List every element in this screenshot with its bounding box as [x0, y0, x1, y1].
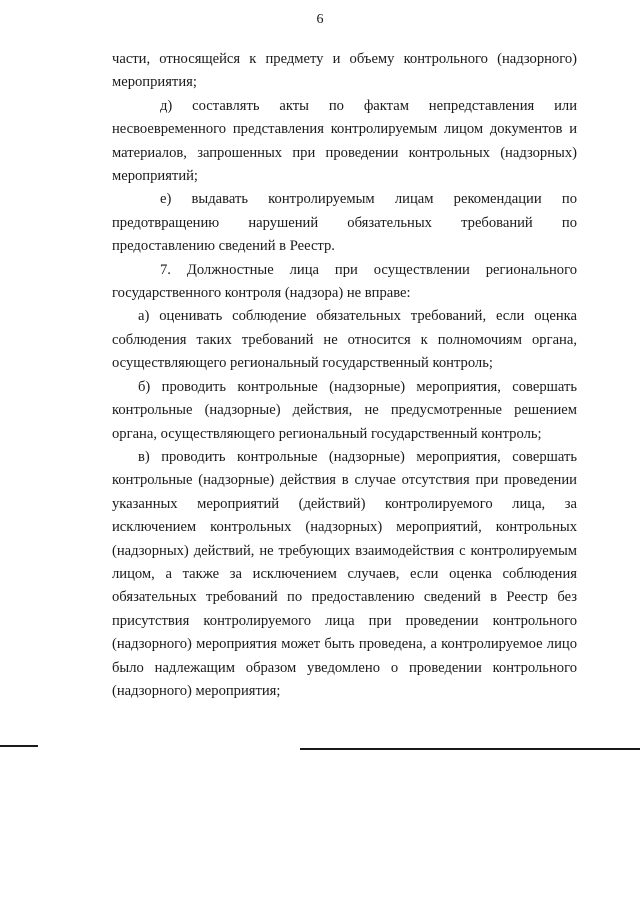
paragraph-item-d: д) составлять акты по фактам непредставления или несвоевременного представления контролируемым лицом документов и материалов, запрошенных при проведении контрольных (надзорных) мероприятий; [112, 97, 577, 185]
divider-line-left [0, 745, 38, 747]
paragraph-item-b: б) проводить контрольные (надзорные) мероприятия, совершать контрольные (надзорные) действия, не предусмотренные решением органа, осуществляющего региональный государственный контроль; [112, 378, 577, 442]
paragraph-continuation: части, относящейся к предмету и объему контрольного (надзорного) мероприятия; [112, 51, 577, 91]
page-number: 6 [316, 12, 324, 27]
paragraph-item-v: в) проводить контрольные (надзорные) мероприятия, совершать контрольные (надзорные) действия в случае отсутствия при проведении указанных мероприятий (действий) контролируемого лица, за исключением контрольных (надзорных) мероприятий, контрольных (надзорных) действий, не требующих взаимодействия с контролируемым лицом, а также за исключением случаев, если оценка соблюдения обязательных требований по предоставлению сведений в Реестр без присутствия контролируемого лица при проведении контрольного (надзорного) мероприятия может быть проведена, а контролируемое лицо было надлежащим образом уведомлено о проведении контрольного (надзорного) мероприятия; [112, 448, 577, 699]
divider-line-right [300, 748, 640, 750]
paragraph-section-7: 7. Должностные лица при осуществлении регионального государственного контроля (надзора) не вправе: [112, 261, 577, 302]
document-body [112, 48, 577, 703]
paragraph-item-a: а) оценивать соблюдение обязательных требований, если оценка соблюдения таких требований не относится к полномочиям органа, осуществляющего региональный государственный контроль; [112, 308, 577, 372]
paragraph-item-e: е) выдавать контролируемым лицам рекомендации по предотвращению нарушений обязательных требований по предоставлению сведений в Реестр. [112, 191, 577, 255]
